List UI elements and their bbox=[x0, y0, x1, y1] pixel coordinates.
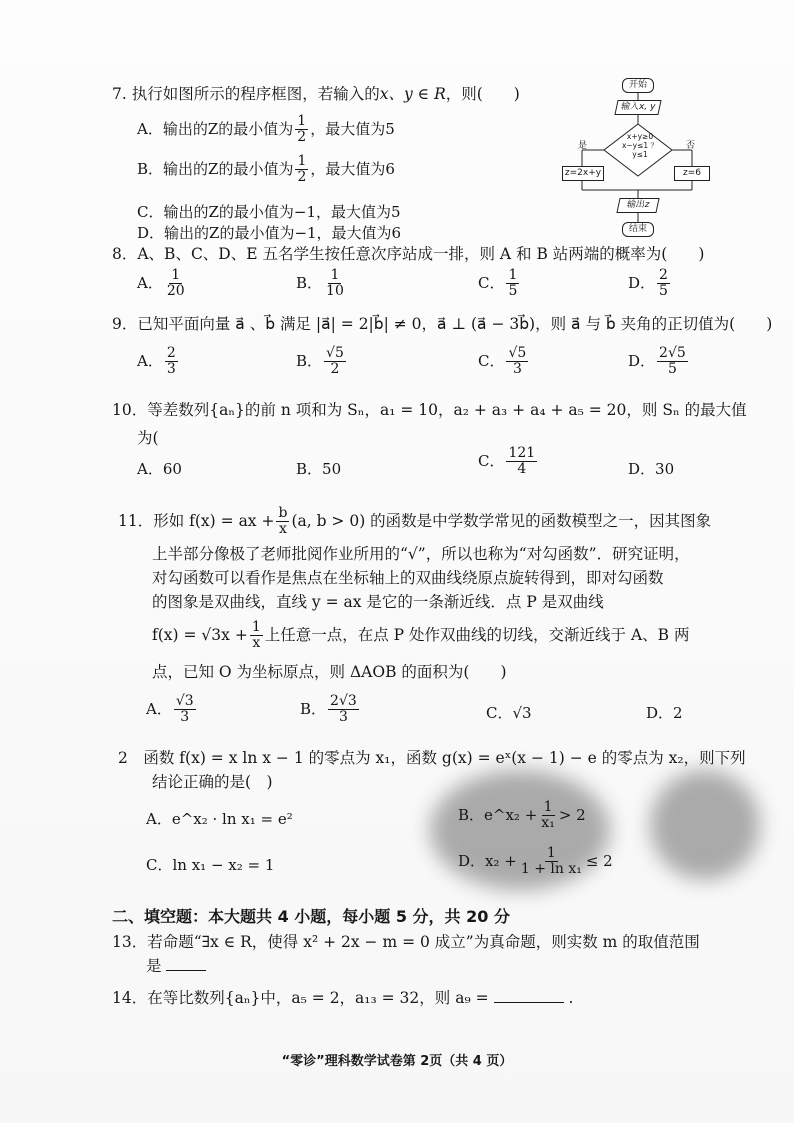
q11-line-4: 的图象是双曲线，直线 y = ax 是它的一条渐近线．点 P 是双曲线 bbox=[152, 593, 604, 611]
q10-line-2: 为( bbox=[137, 429, 159, 447]
q8-stem: 8．A、B、C、D、E 五名学生按任意次序站成一排，则 A 和 B 站两端的概率为( ) bbox=[112, 245, 705, 263]
q11-line-2: 上半部分像极了老师批阅作业所用的“√”，所以也称为“对勾函数”．研究证明， bbox=[152, 545, 690, 563]
q9-option-b: B． $\frac{√5}{2}$ bbox=[296, 345, 344, 378]
q12-line-1: 2 函数 f(x) = x ln x − 1 的零点为 x₁，函数 g(x) = eˣ(x − 1) − e 的零点为 x₂，则下列 bbox=[118, 749, 746, 767]
flowchart-output: 输出z bbox=[616, 198, 659, 213]
section-2-heading: 二、填空题：本大题共 4 小题，每小题 5 分，共 20 分 bbox=[112, 907, 510, 926]
q10-option-b: B．50 bbox=[296, 460, 342, 478]
q9-option-a: A． $\frac{2}{3}$ bbox=[137, 345, 176, 378]
q11-option-a: A． $\frac{√3}{3}$ bbox=[146, 693, 194, 726]
q10-option-d: D．30 bbox=[628, 460, 675, 478]
page-footer: “零诊”理科数学试卷第 2页（共 4 页） bbox=[281, 1054, 513, 1069]
q13-answer-blank[interactable] bbox=[166, 970, 206, 971]
smudge-mark-right bbox=[650, 770, 760, 880]
q7-option-c: C．输出的Z的最小值为−1，最大值为5 bbox=[137, 203, 401, 221]
q8-option-c: C． $\frac{1}{5}$ bbox=[478, 267, 518, 300]
q9-option-d: D． $\frac{2√5}{5}$ bbox=[628, 345, 686, 378]
q8-option-d: D． $\frac{2}{5}$ bbox=[628, 267, 668, 300]
q13-line-2: 是 bbox=[146, 956, 206, 977]
q9-option-c: C． $\frac{√5}{3}$ bbox=[478, 345, 527, 378]
flowchart-input: 输入x, y bbox=[614, 100, 661, 115]
q12-option-a: A．e^x₂ · ln x₁ = e² bbox=[146, 810, 293, 828]
q11-line-1: 11．形如 f(x) = ax + $\frac{b}{x}$ (a, b > 0) 的函数是中学数学常见的函数模型之一，因其图象 bbox=[118, 505, 712, 538]
q12-line-2: 结论正确的是( ) bbox=[152, 773, 273, 791]
q7-option-a: A．输出的Z的最小值为 $\frac{1}{2}$ ，最大值为5 bbox=[137, 113, 395, 146]
q14-line: 14．在等比数列{aₙ}中，a₅ = 2，a₁₃ = 32，则 a₉ = . bbox=[112, 989, 574, 1007]
q12-option-d: D．x₂ + $\frac{1}{\text{1 + ln x₁}}$ ≤ 2 bbox=[458, 845, 613, 878]
flowchart-end: 结束 bbox=[622, 222, 654, 237]
q7-option-b: B．输出的Z的最小值为 $\frac{1}{2}$ ，最大值为6 bbox=[137, 153, 395, 186]
q13-line-1: 13．若命题“∃x ∈ R，使得 x² + 2x − m = 0 成立”为真命题，则实数 m 的取值范围 bbox=[112, 933, 700, 951]
q14-answer-blank[interactable] bbox=[494, 1002, 564, 1003]
flowchart-start: 开始 bbox=[622, 78, 654, 93]
q8-option-b: B． $\frac{1}{10}$ bbox=[296, 267, 344, 300]
q11-line-6: 点，已知 O 为坐标原点，则 ΔAOB 的面积为( ) bbox=[152, 663, 507, 681]
q7-option-d: D．输出的Z的最小值为−1，最大值为6 bbox=[137, 224, 402, 242]
flowchart-condition: x+y≥0 x−y≤1 ？ y≤1 bbox=[621, 132, 659, 159]
q12-option-b: B．e^x₂ + $\frac{1}{\text{x₁}}$ > 2 bbox=[458, 799, 586, 832]
program-flowchart bbox=[560, 76, 710, 242]
flowchart-no-label: 否 bbox=[686, 141, 696, 151]
q11-line-5: f(x) = √3x + $\frac{1}{x}$ 上任意一点，在点 P 处作双曲线的切线，交渐近线于 A、B 两 bbox=[152, 619, 690, 652]
q11-option-d: D．2 bbox=[646, 704, 683, 722]
q11-option-c: C．√3 bbox=[486, 704, 532, 722]
q10-option-a: A．60 bbox=[137, 460, 182, 478]
q11-option-b: B． $\frac{2√3}{3}$ bbox=[300, 693, 357, 726]
q9-stem: 9．已知平面向量 a⃗ 、b⃗ 满足 |a⃗| = 2|b⃗| ≠ 0，a⃗ ⊥ (a⃗ − 3b⃗)，则 a⃗ 与 b⃗ 夹角的正切值为( ) bbox=[112, 315, 773, 333]
flowchart-yes-label: 是 bbox=[578, 141, 588, 151]
q8-option-a: A． $\frac{1}{20}$ bbox=[137, 267, 185, 300]
q10-line-1: 10．等差数列{aₙ}的前 n 项和为 Sₙ，a₁ = 10，a₂ + a₃ + a₄ + a₅ = 20，则 Sₙ 的最大值 bbox=[112, 401, 747, 419]
q10-option-c: C． $\frac{121}{4}$ bbox=[478, 445, 536, 478]
flowchart-left-box: z=2x+y bbox=[562, 166, 604, 181]
q11-line-3: 对勾函数可以看作是焦点在坐标轴上的双曲线绕原点旋转得到，即对勾函数 bbox=[152, 569, 664, 587]
q7-stem: 7. 执行如图所示的程序框图，若输入的x、y ∈ R，则( ) bbox=[112, 85, 520, 103]
flowchart-right-box: z=6 bbox=[674, 166, 710, 181]
q12-option-c: C．ln x₁ − x₂ = 1 bbox=[146, 856, 275, 874]
